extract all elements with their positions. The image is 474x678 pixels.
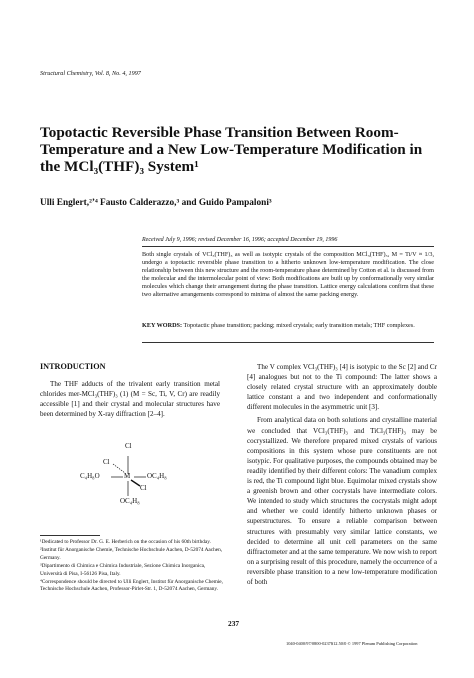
abstract-top-rule [142,246,434,247]
keywords-label: KEY WORDS: [142,322,183,329]
right-column [247,362,437,587]
intro-paragraph-1: The THF adducts of the trivalent early transition metal chlorides mer-MCl₃(THF)₃ (1) (M = Sc, Ti, V, Cr) are readily accessible [1] and their crystal and molecular structures have been determined by X-ray diffraction [2–4]. [40,380,220,419]
footnote-1: ¹Dedicated to Professor Dr. G. E. Herberich on the occasion of his 60th birthday. [40,539,211,545]
intro-paragraph-2: The V complex VCl₃(THF)₃ [4] is isotypic to the Sc [2] and Cr [4] analogues but not to the Ti compound: The latter shows a closely related crystal structure with an approximately double lattice constant a and two independent and conformationally different molecules in the asymmetric unit [3]. [247,363,437,412]
footnotes [40,539,225,595]
author-list: Ulli Englert,²ʼ⁴ Fausto Calderazzo,³ and Guido Pampaloni³ [40,198,272,208]
footnote-rule [40,535,100,536]
formula-ligand-left: C₄H₈O [80,472,100,480]
formula-bonds [80,440,210,520]
formula-ligand-right: OC₄H₈ [147,472,167,480]
abstract-bottom-rule [142,342,434,343]
structural-formula [80,440,210,520]
page-number: 237 [228,619,240,628]
formula-cl-top: Cl [125,442,132,450]
footnote-3: ³Dipartimento di Chimica e Chimica Industriale, Sezione Chimica Inorganica, Università di Pisa, I-56126 Pisa, Italy. [40,563,206,577]
footnote-2: ²Institut für Anorganische Chemie, Technische Hochschule Aachen, D-52074 Aachen, Germany. [40,547,223,561]
article-title: Topotactic Reversible Phase Transition Between Room-Temperature and a New Low-Temperature Modification in the MCl₃(THF)₃ System¹ [40,124,423,175]
section-heading-introduction: INTRODUCTION [40,362,106,371]
abstract-text: Both single crystals of VCl₃(THF)₃ as well as isotypic crystals of the composition MCl₃(THF)₃, M = Ti/V ≈ 1/3, undergo a topotactic reversible phase transition to a hitherto unknown low-temperature modification. The close relationship between this new structure and the room-temperature phase determined by Cotton et al. is discussed from the molecular and the intermolecular point of view: Both modifications are built up by conformationally very similar molecules which change their arrangement during the phase transition. Lattice energy calculations confirm that these two alternative arrangements correspond to minima of almost the same packing energy. [142,251,434,298]
bond-metal-cl-right [131,480,140,486]
keywords-text: Topotactic phase transition; packing; mixed crystals; early transition metals; THF complexes. [183,322,415,329]
formula-ligand-bottom: OC₄H₈ [120,497,140,505]
formula-metal: M [124,472,131,480]
journal-citation: Structural Chemistry, Vol. 8, No. 4, 1997 [40,70,141,77]
footnote-4: ⁴Correspondence should be directed to Ulli Englert, Institut für Anorganische Chemie, Technische Hochschule Aachen, Professor-Pirlet-Str. 1, D-52074 Aachen, Germany. [40,579,223,593]
intro-paragraph-3: From analytical data on both solutions and crystalline material we concluded that VCl₃(THF)₃ and TiCl₃(THF)₃ may be cocrystallized. We therefore prepared mixed crystals of various compositions in this system whose pure constituents are not isotypic. For qualitative purposes, the compounds obtained may be readily identified by their different colors: The vanadium complex is red, the Ti compound light blue. Equimolar mixed crystals show a greenish brown and other cocrystals have intermediate colors. We intended to study which structures the cocrystals might adopt and whether we could identify hitherto unknown phases or superstructures. To ensure a reliable comparison between structures with presumably very similar lattice constants, we decided to determine all unit cell parameters on the same diffractometer and at the same temperature. We now wish to report on a surprising result of this procedure, namely the occurrence of a reversible phase transition to a new low-temperature modification of both [247,416,437,586]
left-column [40,379,220,419]
copyright-line: 1040-0400/97/0800-0237$12.50/0 © 1997 Plenum Publishing Corporation [286,641,418,646]
formula-cl-right: Cl [140,484,147,492]
keywords [142,322,434,330]
formula-cl-left: Cl [103,458,110,466]
received-dates: Received July 9, 1996; revised December 16, 1996; accepted December 19, 1996 [142,237,338,243]
